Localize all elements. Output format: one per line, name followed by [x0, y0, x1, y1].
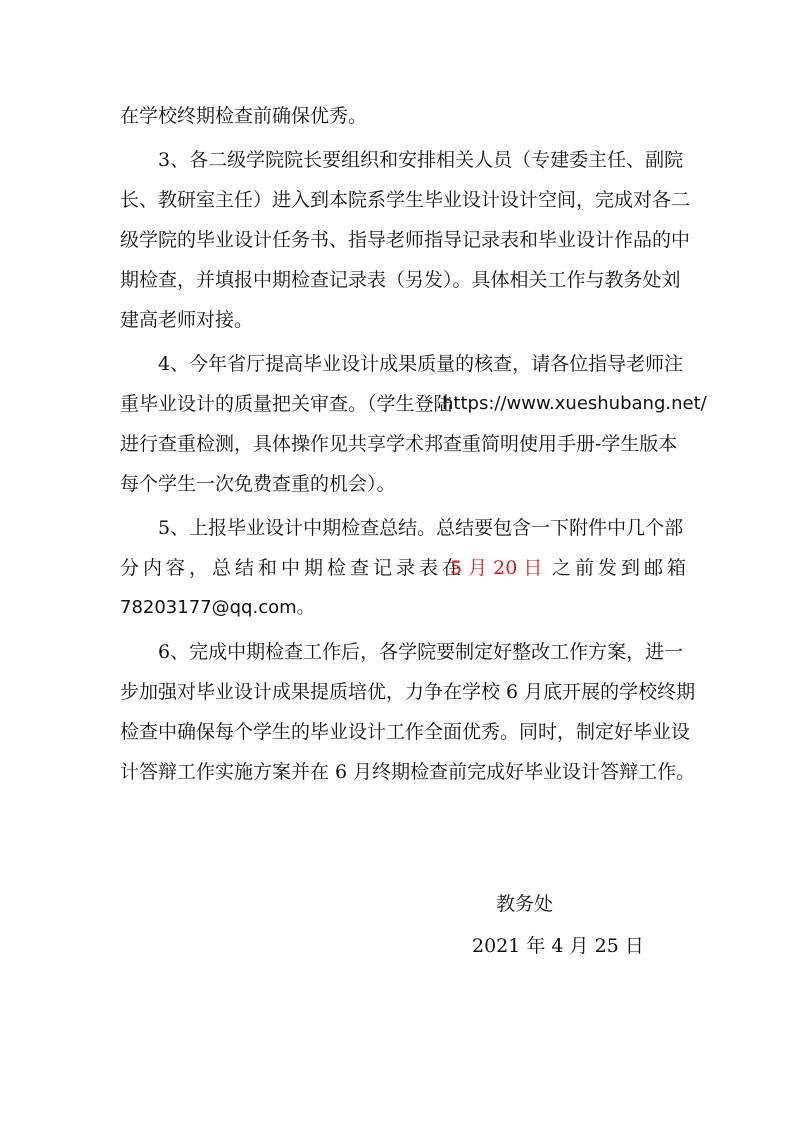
paragraph-6-line-3 [0, 720, 793, 744]
paragraph-4-line-1 [0, 352, 793, 376]
signature-office [0, 892, 793, 916]
paragraph-3-line-4 [0, 268, 793, 292]
text-run: 长、教研室主任）进入到本院系学生毕业设计设计空间，完成对各二 [120, 189, 691, 211]
text-run: 检查中确保每个学生的毕业设计工作全面优秀。同时，制定好毕业设 [120, 721, 691, 743]
text-run: 之前发到邮箱 [552, 557, 691, 579]
text-run: 3、各二级学院院长要组织和安排相关人员（专建委主任、副院 [158, 149, 684, 171]
paragraph-1-line-1 [0, 104, 793, 128]
signature-date-line [0, 934, 793, 958]
paragraph-4-line-3 [0, 432, 793, 456]
text-run: 每个学生一次免费查重的机会）。 [120, 473, 396, 495]
deadline-date: 5 月 20 日 [450, 557, 543, 579]
text-run: 级学院的毕业设计任务书、指导老师指导记录表和毕业设计作品的中 [120, 229, 691, 251]
text-run: 在学校终期检查前确保优秀。 [120, 105, 368, 127]
text-run: 建高老师对接。 [120, 309, 254, 331]
paragraph-3-line-2 [0, 188, 793, 212]
paragraph-3-line-5 [0, 308, 793, 332]
paragraph-3-line-1 [0, 148, 793, 172]
paragraph-4-line-4 [0, 472, 793, 496]
text-run: 步加强对毕业设计成果提质培优，力争在学校 6 月底开展的学校终期 [120, 681, 696, 703]
paragraph-6-line-1 [0, 640, 793, 664]
text-run: 进行查重检测，具体操作见共享学术邦查重简明使用手册-学生版本 [120, 433, 678, 455]
url-link[interactable]: https://www.xueshubang.net/ [442, 393, 707, 414]
paragraph-4-line-2 [0, 392, 793, 416]
text-run: 计答辩工作实施方案并在 6 月终期检查前完成好毕业设计答辩工作。 [120, 761, 696, 783]
paragraph-5-line-3 [0, 596, 793, 620]
text-run: 期检查，并填报中期检查记录表（另发）。具体相关工作与教务处刘 [120, 269, 681, 291]
paragraph-6-line-2 [0, 680, 793, 704]
text-run: 重毕业设计的质量把关审查。（学生登陆 [120, 393, 453, 415]
paragraph-5-line-2 [0, 556, 793, 580]
paragraph-6-line-4 [0, 760, 793, 784]
paragraph-5-line-1 [0, 516, 793, 540]
text-run: 5、上报毕业设计中期检查总结。总结要包含一下附件中几个部 [158, 517, 684, 539]
paragraph-3-line-3 [0, 228, 793, 252]
issue-date: 2021 年 4 月 25 日 [472, 935, 644, 957]
text-run: 6、完成中期检查工作后，各学院要制定好整改工作方案，进一 [158, 641, 684, 663]
text-run: 4、今年省厅提高毕业设计成果质量的核查，请各位指导老师注 [158, 353, 684, 375]
email-address: 78203177@qq.com。 [120, 597, 315, 618]
issuing-office: 教务处 [496, 893, 554, 915]
text-run: 分内容，总结和中期检查记录表在 [120, 557, 466, 579]
